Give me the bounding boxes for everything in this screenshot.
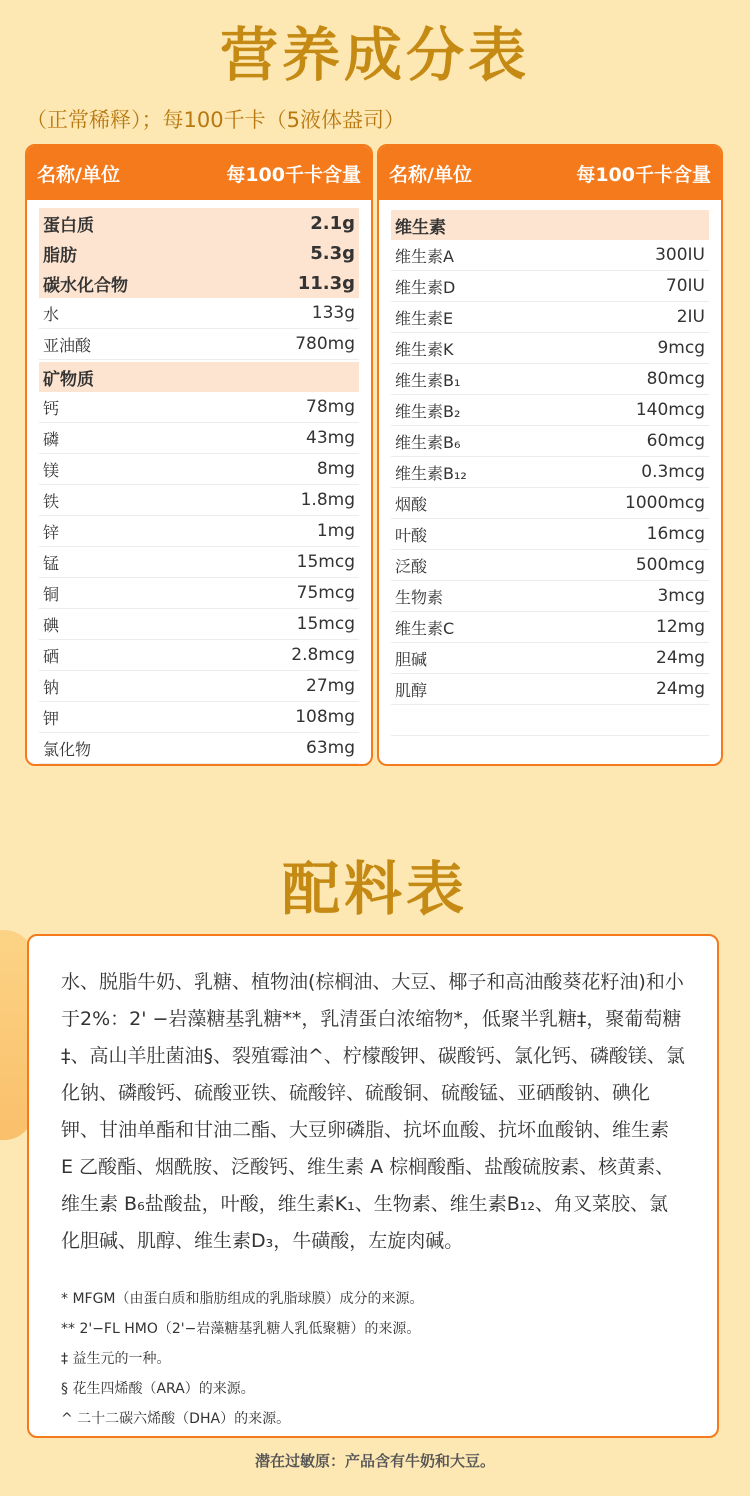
footnote: ^ 二十二碳六烯酸（DHA）的来源。 — [61, 1411, 291, 1427]
ingredients-title: 配料表 — [281, 855, 468, 923]
nutrient-name: 钙 — [43, 398, 60, 418]
nutrient-value: 27mg — [306, 676, 355, 696]
nutrient-value: 2IU — [676, 307, 705, 327]
footnote: ** 2'−FL HMO（2'−岩藻糖基乳糖人乳低聚糖）的来源。 — [61, 1321, 421, 1337]
nutrient-name: 维生素K — [395, 339, 454, 359]
table-row — [391, 240, 709, 271]
nutrient-value: 1mg — [316, 521, 355, 541]
table-header — [379, 146, 721, 200]
table-row — [39, 547, 359, 578]
table-row — [391, 271, 709, 302]
nutrient-value: 24mg — [656, 679, 705, 699]
footnote: ‡ 益生元的一种。 — [61, 1351, 171, 1367]
table-body — [27, 200, 371, 764]
nutrient-name: 维生素 — [395, 217, 446, 238]
nutrient-name: 维生素B₁₂ — [395, 463, 467, 483]
table-row — [39, 208, 359, 238]
nutrient-name: 生物素 — [395, 587, 444, 607]
nutrient-value: 0.3mcg — [641, 462, 705, 482]
nutrient-name: 水 — [43, 304, 60, 324]
table-row — [39, 423, 359, 454]
nutrient-value: 3mcg — [657, 586, 705, 606]
footnote: § 花生四烯酸（ARA）的来源。 — [61, 1381, 255, 1397]
nutrient-name: 钾 — [43, 708, 60, 728]
table-row — [391, 705, 709, 736]
table-row — [391, 364, 709, 395]
table-row — [39, 702, 359, 733]
nutrient-value: 140mcg — [635, 400, 705, 420]
footnote: * MFGM（由蛋白质和脂肪组成的乳脂球膜）成分的来源。 — [61, 1291, 424, 1307]
table-row — [391, 488, 709, 519]
table-row — [391, 395, 709, 426]
nutrient-name: 氯化物 — [43, 739, 92, 759]
header-name-label: 名称/单位 — [37, 163, 120, 186]
nutrient-value: 1000mcg — [625, 493, 705, 513]
nutrient-value: 75mcg — [296, 583, 355, 603]
table-row — [391, 302, 709, 333]
nutrient-value: 11.3g — [297, 272, 355, 294]
nutrient-value: 2.1g — [310, 212, 355, 234]
nutrient-name: 蛋白质 — [43, 215, 94, 236]
nutrient-name: 铜 — [43, 584, 60, 604]
header-value-label: 每100千卡含量 — [576, 163, 711, 186]
nutrient-name: 亚油酸 — [43, 335, 92, 355]
nutrient-name: 泛酸 — [395, 556, 428, 576]
section-header-row — [391, 210, 709, 240]
table-row — [39, 298, 359, 329]
table-row — [39, 609, 359, 640]
allergen-notice: 潜在过敏原：产品含有牛奶和大豆。 — [254, 1452, 495, 1470]
nutrient-value: 133g — [311, 303, 355, 323]
table-body — [379, 200, 721, 736]
nutrition-table-right — [377, 144, 723, 766]
nutrition-title: 营养成分表 — [219, 21, 530, 89]
table-row — [391, 426, 709, 457]
nutrient-name: 脂肪 — [43, 245, 77, 266]
table-row — [39, 329, 359, 360]
table-row — [39, 516, 359, 547]
table-row — [39, 578, 359, 609]
table-row — [391, 333, 709, 364]
nutrient-name: 维生素B₂ — [395, 401, 461, 421]
nutrient-value: 12mg — [656, 617, 705, 637]
nutrient-name: 硒 — [43, 646, 60, 666]
table-row — [391, 643, 709, 674]
table-row — [39, 238, 359, 268]
nutrient-name: 镁 — [43, 460, 60, 480]
table-row — [39, 671, 359, 702]
table-row — [391, 581, 709, 612]
ingredients-text: 水、脱脂牛奶、乳糖、植物油(棕榈油、大豆、椰子和高油酸葵花籽油)和小于2%：2' −岩藻糖基乳糖**，乳清蛋白浓缩物*，低聚半乳糖‡，聚葡萄糖‡、高山羊肚菌油§、裂殖霉油^、柠檬酸钾、碳酸钙、氯化钙、磷酸镁、氯化钠、磷酸钙、硫酸亚铁、硫酸锌、硫酸铜、硫酸锰、亚硒酸钠、碘化钾、甘油单酯和甘油二酯、大豆卵磷脂、抗坏血酸、抗坏血酸钠、维生素 E 乙酸酯、烟酰胺、泛酸钙、维生素 A 棕榈酸酯、盐酸硫胺素、核黄素、维生素 B₆盐酸盐，叶酸，维生素K₁、生物素、维生素B₁₂、角叉菜胶、氯化胆碱、肌醇、维生素D₃，牛磺酸，左旋肉碱。 — [61, 971, 685, 1252]
nutrient-name: 维生素D — [395, 277, 456, 297]
footnotes — [61, 1284, 685, 1434]
nutrient-name: 维生素E — [395, 308, 454, 328]
section-header-row — [39, 362, 359, 392]
table-row — [39, 392, 359, 423]
table-row — [391, 612, 709, 643]
table-row — [39, 733, 359, 764]
table-row — [39, 640, 359, 671]
nutrient-value: 43mg — [306, 428, 355, 448]
table-header — [27, 146, 371, 200]
header-value-label: 每100千卡含量 — [226, 163, 361, 186]
nutrient-value: 15mcg — [296, 614, 355, 634]
nutrient-value: 2.8mcg — [291, 645, 355, 665]
nutrient-value: 9mcg — [657, 338, 705, 358]
nutrient-value: 15mcg — [296, 552, 355, 572]
table-row — [391, 457, 709, 488]
nutrient-value: 500mcg — [635, 555, 705, 575]
nutrient-name: 碳水化合物 — [43, 275, 128, 296]
nutrient-name: 锌 — [43, 522, 60, 542]
nutrient-name: 维生素B₁ — [395, 370, 461, 390]
nutrient-value: 780mg — [295, 334, 355, 354]
nutrient-name: 维生素A — [395, 246, 454, 266]
nutrient-value: 63mg — [306, 738, 355, 758]
nutrient-value: 16mcg — [646, 524, 705, 544]
nutrition-subtitle: （正常稀释）；每100千卡（5液体盎司） — [26, 108, 405, 132]
nutrient-value: 108mg — [295, 707, 355, 727]
nutrient-value: 24mg — [656, 648, 705, 668]
nutrient-value: 70IU — [665, 276, 705, 296]
nutrient-value: 1.8mg — [300, 490, 355, 510]
nutrient-name: 钠 — [43, 677, 60, 697]
nutrient-value: 80mcg — [646, 369, 705, 389]
nutrient-value: 60mcg — [646, 431, 705, 451]
table-row — [391, 674, 709, 705]
nutrient-name: 维生素C — [395, 618, 455, 638]
table-row — [39, 454, 359, 485]
nutrient-name: 叶酸 — [395, 525, 428, 545]
table-row — [39, 268, 359, 298]
nutrient-name: 锰 — [43, 553, 60, 573]
nutrient-value: 5.3g — [310, 242, 355, 264]
nutrient-name: 磷 — [43, 429, 60, 449]
ingredients-box — [27, 934, 719, 1438]
nutrient-value: 8mg — [316, 459, 355, 479]
nutrient-name: 碘 — [43, 615, 60, 635]
nutrient-value: 78mg — [306, 397, 355, 417]
nutrient-value: 300IU — [655, 245, 705, 265]
table-row — [391, 519, 709, 550]
nutrient-name: 铁 — [43, 491, 60, 511]
header-name-label: 名称/单位 — [389, 163, 472, 186]
nutrient-name: 肌醇 — [395, 680, 428, 700]
table-row — [39, 485, 359, 516]
nutrient-name: 矿物质 — [43, 369, 94, 390]
table-row — [391, 550, 709, 581]
nutrient-name: 维生素B₆ — [395, 432, 461, 452]
nutrient-name: 烟酸 — [395, 494, 428, 514]
nutrient-name: 胆碱 — [395, 649, 428, 669]
nutrition-table-left — [25, 144, 373, 766]
